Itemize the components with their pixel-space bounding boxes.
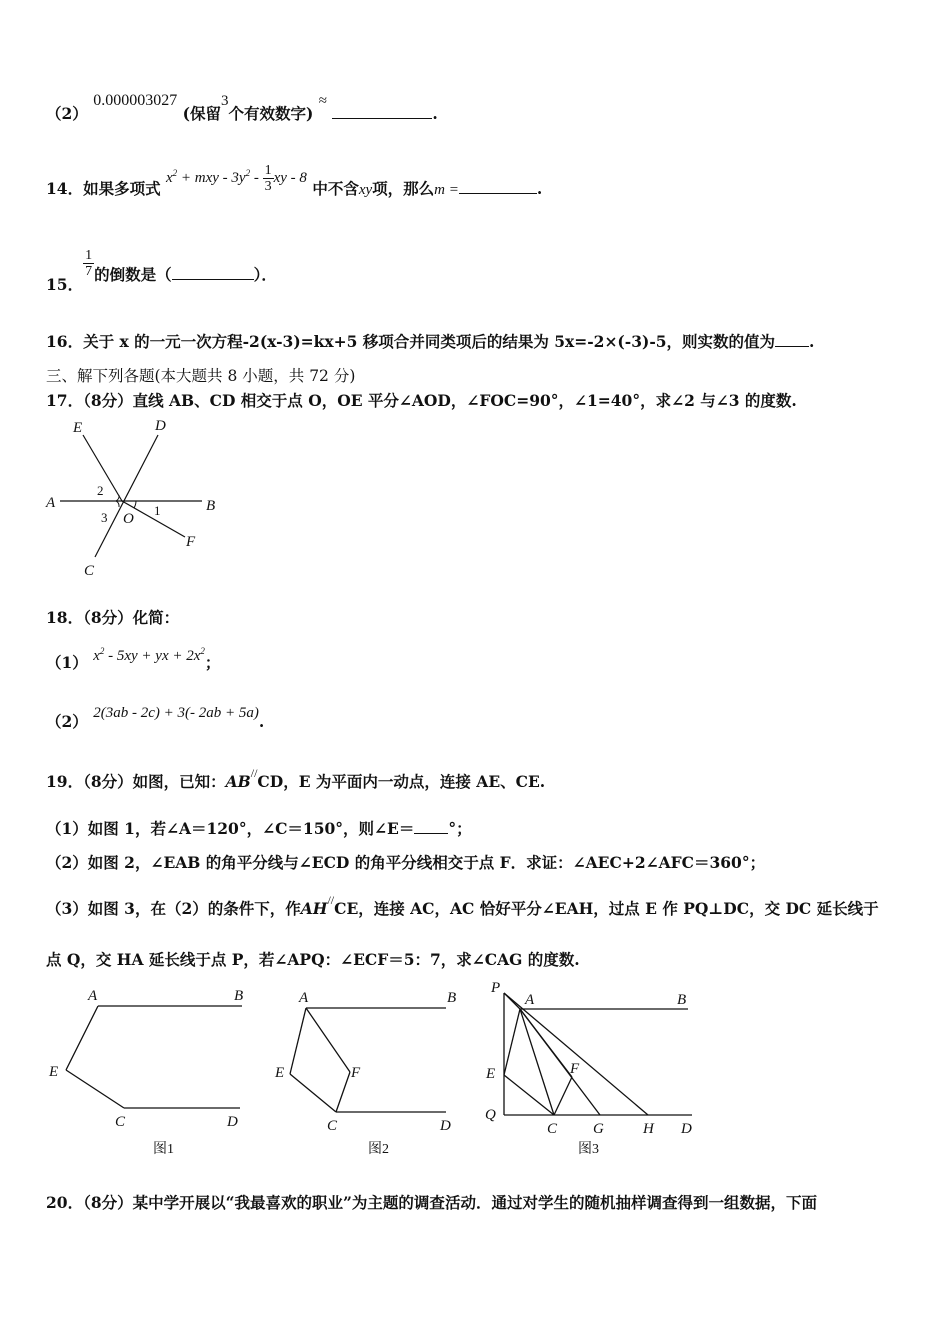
- q14: [46, 163, 543, 206]
- q17-label-O: O: [123, 511, 134, 527]
- q15-fraction: $\frac{1}{7}$: [85, 248, 93, 279]
- q14-polynomial: $x^2$ + mxy - $3y^2$ - $\frac{1}{3}$ xy - 8: [165, 163, 307, 194]
- q17-angle-3: 3: [101, 510, 108, 525]
- fig2-label-F: F: [351, 1065, 361, 1081]
- fig2-label-A: A: [299, 990, 309, 1006]
- q14-end: .: [536, 178, 543, 198]
- q19-intro: 19．（8分）如图，已知：AB//CD，E 为平面内一动点，连接 AE、CE.: [46, 766, 546, 791]
- q19-figure3: [480, 975, 705, 1162]
- q18-part1: [46, 646, 221, 673]
- fig1-label-C: C: [115, 1114, 126, 1130]
- q18-part1-end: ；: [204, 653, 221, 672]
- fig3-label-H: H: [643, 1121, 654, 1137]
- fig3-label-G: G: [593, 1121, 604, 1137]
- q14-text-a: 中不含: [312, 178, 359, 198]
- q15-answer-blank[interactable]: [172, 265, 254, 280]
- q13-digits: 3: [220, 93, 229, 109]
- q17-label-B: B: [206, 498, 216, 514]
- fig3-label-D: D: [681, 1121, 692, 1137]
- q19-part1: （1）如图 1，若∠A＝120°，∠C＝150°，则∠E＝ °；: [46, 819, 472, 838]
- q16-answer-blank[interactable]: [775, 332, 809, 347]
- q13-approx: ≈: [318, 93, 327, 109]
- q17-figure: [40, 415, 240, 585]
- q18-part2-label: （2）: [46, 712, 88, 731]
- q16-end: .: [809, 332, 815, 351]
- q16-text: 16．关于 x 的一元一次方程-2(x-3)=kx+5 移项合并同类项后的结果为 5x=-2×(-3)-5，则实数的值为: [46, 332, 776, 351]
- q14-var-xy: xy: [358, 181, 373, 198]
- q13-answer-blank[interactable]: [332, 104, 432, 119]
- q13-number: 0.000003027: [93, 92, 178, 109]
- q13-text-a: (保留: [182, 104, 221, 123]
- q13-part2: [46, 92, 438, 124]
- fig3-label-E: E: [486, 1066, 496, 1082]
- q18-title: 18．（8分）化简：: [46, 608, 180, 627]
- q15-number: 15．: [46, 274, 84, 294]
- q19-parallel: //: [250, 766, 258, 780]
- fig2-label-E: E: [275, 1065, 285, 1081]
- q18-part2: [46, 705, 265, 732]
- section3-title: 三、解下列各题(本大题共 8 小题，共 72 分): [46, 367, 356, 385]
- q15: [46, 248, 277, 294]
- q17-text: 17．（8分）直线 AB、CD 相交于点 O，OE 平分∠AOD，∠FOC=90°，∠1=40°，求∠2 与∠3 的度数.: [46, 391, 797, 410]
- q14-var-m: m =: [434, 181, 459, 198]
- q18-part2-expr: 2(3ab - 2c) + 3(- 2ab + 5a): [93, 705, 259, 721]
- fig2-caption: 图2: [368, 1142, 389, 1157]
- q14-number: 14．如果多项式: [46, 178, 161, 198]
- q13-part2-label: （2）: [46, 104, 88, 123]
- q17-angle-1: 1: [154, 503, 161, 518]
- fig3-label-C: C: [547, 1121, 558, 1137]
- q13-text-b: 个有效数字): [228, 104, 314, 123]
- fig1-label-E: E: [49, 1064, 59, 1080]
- q16: [46, 330, 814, 352]
- q18-part1-expr: $x^2 - 5xy$ + yx + $2x^2$: [93, 646, 205, 664]
- q18-part2-end: .: [258, 712, 265, 731]
- fig2-label-D: D: [440, 1118, 451, 1134]
- fig2-label-B: B: [447, 990, 457, 1006]
- q17-label-A: A: [46, 495, 56, 511]
- fig2-label-C: C: [327, 1118, 338, 1134]
- q19-figure2: [270, 982, 470, 1162]
- q19-part1-blank[interactable]: [414, 819, 448, 834]
- q14-answer-blank[interactable]: [459, 179, 537, 194]
- fig3-label-Q: Q: [485, 1107, 496, 1123]
- fig3-label-A: A: [525, 992, 535, 1008]
- fig3-caption: 图3: [578, 1142, 599, 1157]
- q17-label-D: D: [155, 418, 166, 434]
- q17-label-C: C: [84, 563, 95, 579]
- q20-text: 20．（8分）某中学开展以“我最喜欢的职业”为主题的调查活动．通过对学生的随机抽样调查得到一组数据，下面: [46, 1193, 817, 1212]
- q17-angle-2: 2: [97, 483, 104, 498]
- q19-parallel2: //: [327, 893, 335, 907]
- q15-text: 的倒数是（ ）．: [94, 264, 277, 284]
- q19-part3: （3）如图 3，在（2）的条件下，作AH//CE，连接 AC，AC 恰好平分∠EAH，过点 E 作 PQ⊥DC，交 DC 延长线于: [46, 893, 879, 918]
- fig3-label-P: P: [491, 980, 501, 996]
- fig1-label-A: A: [88, 988, 98, 1004]
- fig1-label-B: B: [234, 988, 244, 1004]
- q19-ab: AB: [225, 772, 251, 791]
- q19-part2: （2）如图 2，∠EAB 的角平分线与∠ECD 的角平分线相交于点 F．求证：∠AEC+2∠AFC＝360°；: [46, 853, 766, 872]
- q17-label-F: F: [186, 534, 196, 550]
- fig3-label-B: B: [677, 992, 687, 1008]
- q19-part3-cont: 点 Q，交 HA 延长线于点 P，若∠APQ：∠ECF＝5：7，求∠CAG 的度数.: [46, 950, 580, 969]
- fig1-label-D: D: [227, 1114, 238, 1130]
- q18-part1-label: （1）: [46, 653, 88, 672]
- fig3-label-F: F: [570, 1061, 580, 1077]
- q13-end: .: [432, 104, 438, 123]
- q19-figure1: [40, 982, 255, 1162]
- q19-ah: AH: [300, 899, 328, 918]
- q17-label-E: E: [73, 420, 83, 436]
- q14-text-b: 项，那么: [372, 178, 435, 198]
- fig1-caption: 图1: [153, 1142, 174, 1157]
